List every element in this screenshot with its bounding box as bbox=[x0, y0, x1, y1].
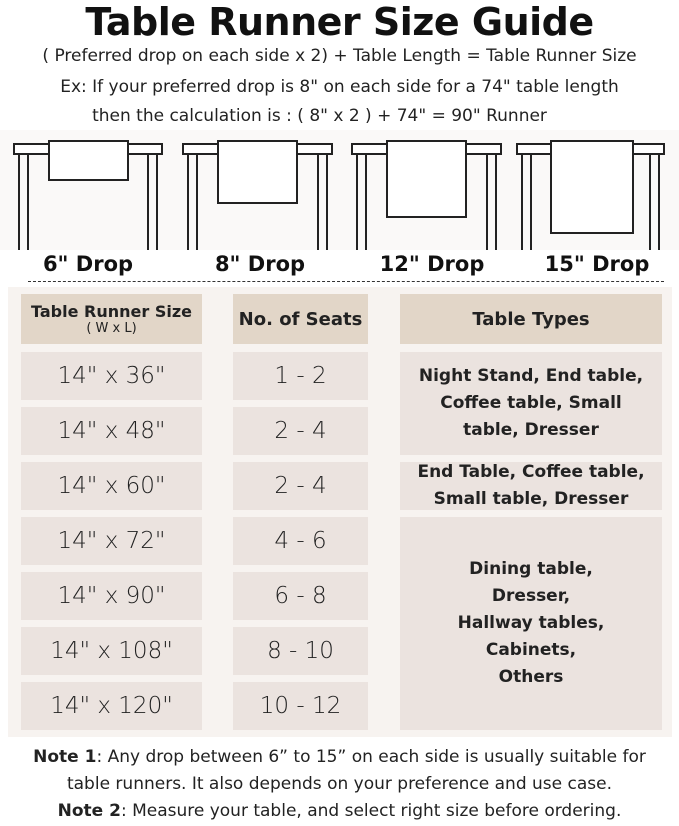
note-2 bbox=[0, 798, 679, 825]
drop-label-15: 15" Drop bbox=[544, 252, 650, 276]
note-1-label: Note 1 bbox=[33, 747, 97, 767]
row-size: 14" x 72" bbox=[21, 517, 202, 565]
drop-label-12: 12" Drop bbox=[379, 252, 485, 276]
row-seats: 2 - 4 bbox=[233, 462, 368, 510]
row-size: 14" x 48" bbox=[21, 407, 202, 455]
row-seats: 6 - 8 bbox=[233, 572, 368, 620]
table-types-group-2: End Table, Coffee table, Small table, Dresser bbox=[400, 462, 662, 510]
header-size-label: Table Runner Size bbox=[31, 302, 192, 321]
example-line-2: then the calculation is : ( 8" x 2 ) + 74" = 90" Runner bbox=[92, 106, 547, 126]
dashed-divider bbox=[28, 281, 664, 282]
note-1-cont: table runners. It also depends on your preference and use case. bbox=[66, 774, 613, 794]
row-seats: 8 - 10 bbox=[233, 627, 368, 675]
formula-text: ( Preferred drop on each side x 2) + Table Length = Table Runner Size bbox=[42, 46, 637, 66]
page-title: Table Runner Size Guide bbox=[85, 0, 594, 44]
header-size-sub: ( W x L) bbox=[86, 321, 137, 336]
table-6in-drop-icon bbox=[14, 141, 162, 250]
row-size: 14" x 120" bbox=[21, 682, 202, 730]
table-8in-drop-icon bbox=[183, 141, 332, 250]
row-size: 14" x 90" bbox=[21, 572, 202, 620]
note-2-label: Note 2 bbox=[57, 801, 121, 821]
row-seats: 4 - 6 bbox=[233, 517, 368, 565]
header-types: Table Types bbox=[400, 294, 662, 344]
row-seats: 2 - 4 bbox=[233, 407, 368, 455]
row-seats: 10 - 12 bbox=[233, 682, 368, 730]
note-2-text: : Measure your table, and select right size before ordering. bbox=[120, 801, 622, 821]
header-size bbox=[21, 294, 202, 344]
row-size: 14" x 60" bbox=[21, 462, 202, 510]
drop-label-6: 6" Drop bbox=[42, 252, 134, 276]
row-size: 14" x 36" bbox=[21, 352, 202, 400]
table-15in-drop-icon bbox=[517, 141, 664, 250]
drop-illustrations bbox=[0, 130, 679, 250]
note-1-text: : Any drop between 6” to 15” on each side is usually suitable for bbox=[96, 747, 646, 767]
header-seats: No. of Seats bbox=[233, 294, 368, 344]
row-seats: 1 - 2 bbox=[233, 352, 368, 400]
example-line-1: Ex: If your preferred drop is 8" on each side for a 74" table length bbox=[60, 77, 619, 97]
table-types-group-1: Night Stand, End table, Coffee table, Small table, Dresser bbox=[400, 352, 662, 455]
drop-label-8: 8" Drop bbox=[214, 252, 306, 276]
table-12in-drop-icon bbox=[352, 141, 501, 250]
table-types-group-3: Dining table, Dresser, Hallway tables, Cabinets, Others bbox=[400, 517, 662, 730]
row-size: 14" x 108" bbox=[21, 627, 202, 675]
note-1 bbox=[0, 744, 679, 771]
table-drop-icons bbox=[0, 130, 679, 250]
